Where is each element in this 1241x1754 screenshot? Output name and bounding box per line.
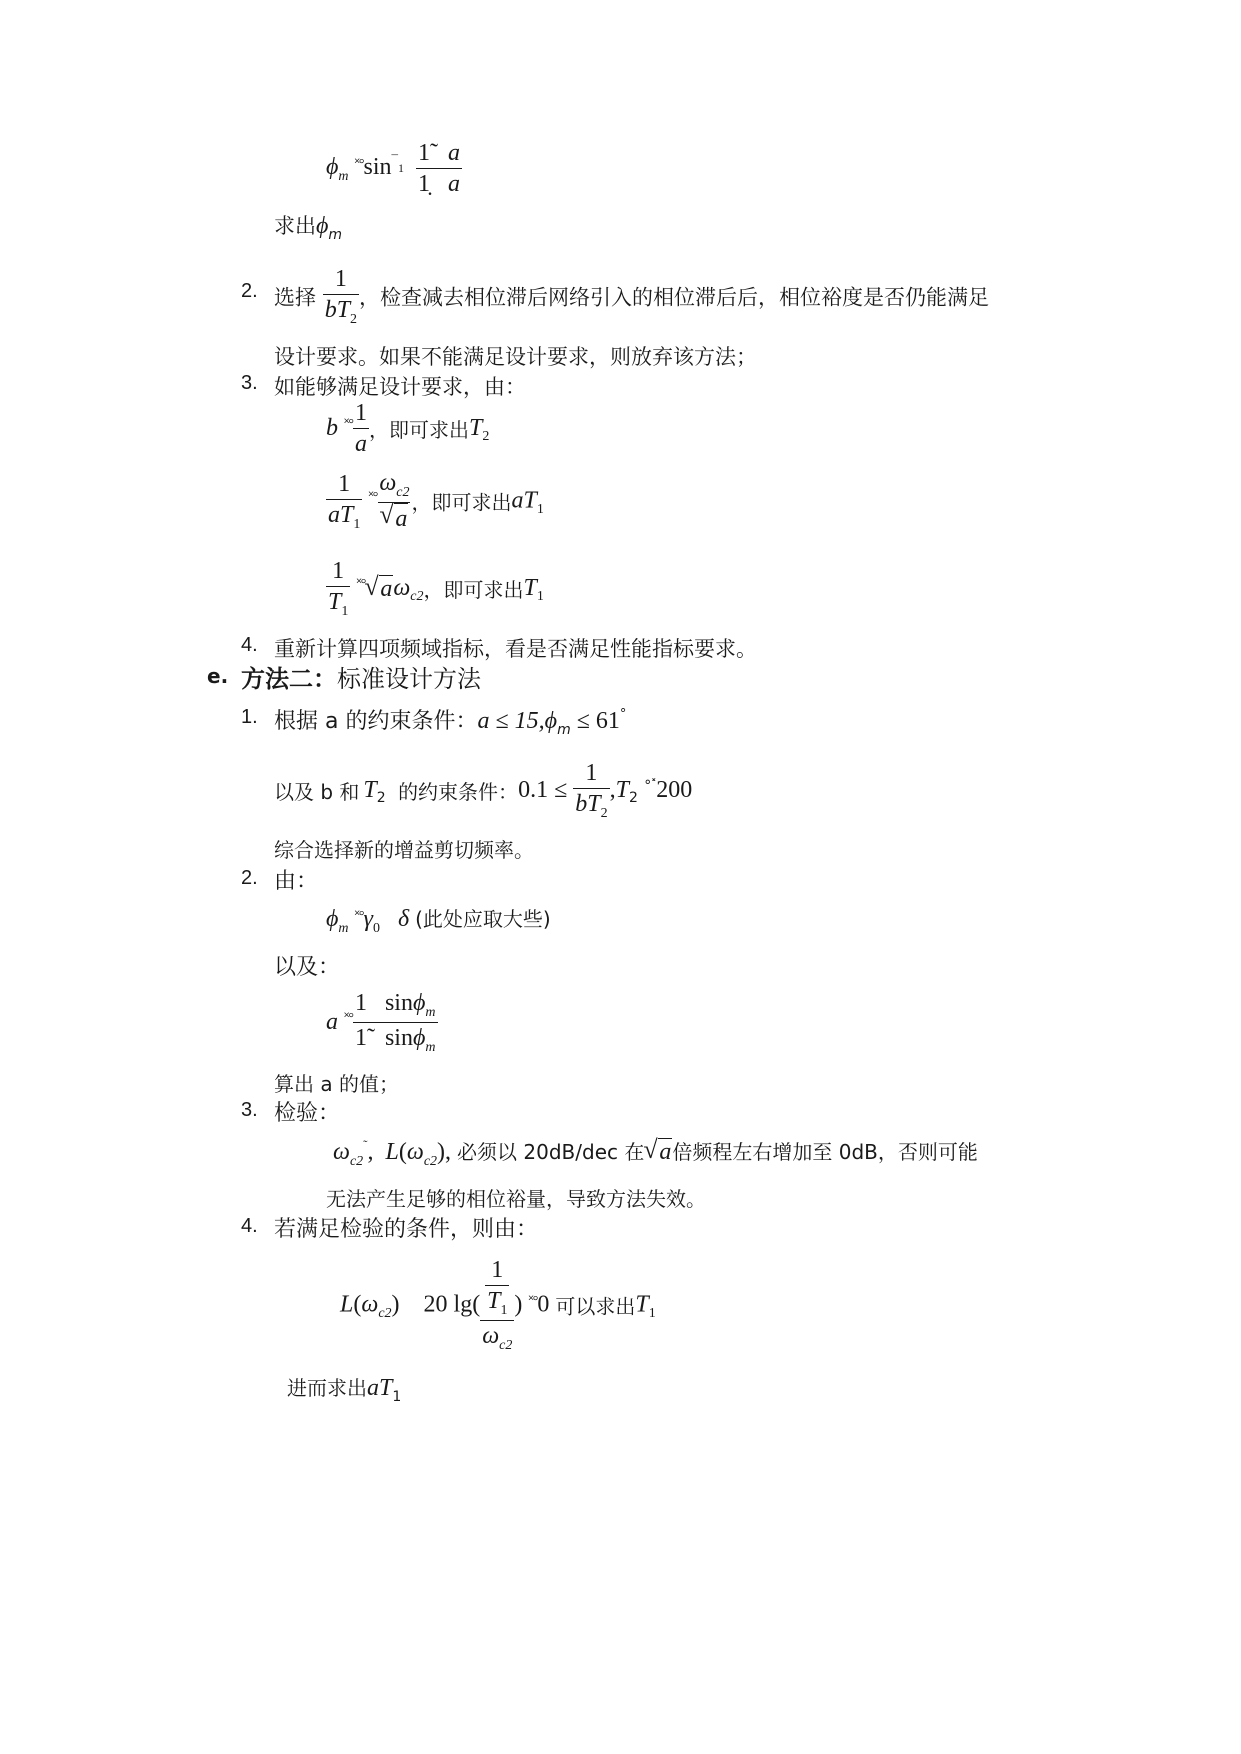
- a-symbol: a: [511, 487, 524, 514]
- item2-line: [274, 264, 989, 329]
- eq-L-text: 可以求出: [555, 1294, 636, 1319]
- omega-subscript: c2: [349, 1154, 364, 1169]
- equals-glyph: ˟°: [356, 577, 366, 593]
- equals-glyph: ˟°: [368, 489, 378, 505]
- phi-subscript: m: [557, 722, 571, 738]
- section-title-rest: 标准设计方法: [337, 665, 481, 693]
- L-symbol: L: [340, 1291, 354, 1318]
- phi-subscript: m: [425, 1005, 436, 1020]
- phi-symbol: ϕ: [326, 906, 339, 932]
- phi-symbol: ϕ: [412, 1025, 426, 1051]
- L-symbol: L: [385, 1139, 399, 1165]
- frac-num-one: 1: [354, 990, 367, 1016]
- phi-equation: $\phi_m$ ˟°sin¯1 $\frac{1̃ a}{1̣ a}$: [326, 140, 461, 197]
- frac-num-sin: sin: [384, 990, 413, 1016]
- m3-text: 检验：: [274, 1101, 341, 1126]
- delta-symbol: δ: [397, 906, 410, 932]
- frac-a: a: [328, 501, 340, 528]
- check-continuation: 无法产生足够的相位裕量，导致方法失效。: [326, 1187, 706, 1211]
- phi-symbol: ϕ: [412, 990, 426, 1016]
- sqrt-a: √ a: [658, 1138, 672, 1166]
- frac-den-sin: sin: [384, 1025, 413, 1051]
- equals-glyph: °˟: [644, 778, 657, 794]
- list-number: 1.: [241, 706, 258, 728]
- item2-continuation: 设计要求。如果不能满足设计要求，则放弃该方法；: [274, 345, 757, 369]
- phi-symbol: ϕ: [316, 213, 329, 239]
- frac-sub: 2: [350, 312, 358, 327]
- frac-num: 1: [334, 266, 347, 292]
- phi-subscript: m: [338, 169, 349, 185]
- frac-den-one: 1̃: [354, 1025, 367, 1051]
- degree-symbol: °: [619, 707, 627, 722]
- eq-b-text: ，即可求出: [368, 418, 469, 442]
- check-text2: 倍频程左右增加至 0dB，否则可能: [672, 1140, 978, 1164]
- delta-note: (此处应取大些): [415, 907, 551, 931]
- frac-T: T: [328, 589, 342, 615]
- frac-sub: 2: [600, 806, 608, 821]
- item3-text: 如能够满足设计要求，由：: [274, 375, 526, 399]
- frac-inner-T: T: [487, 1288, 501, 1314]
- final-line: [287, 1372, 402, 1405]
- comma: ,: [367, 1139, 374, 1165]
- sqrt-a: √ a: [394, 503, 408, 534]
- eq-T1: [326, 556, 544, 621]
- frac-num: 1: [354, 400, 367, 426]
- T-symbol: T: [523, 487, 537, 514]
- phi-subscript: m: [328, 227, 343, 243]
- tilde-glyph: ˜: [363, 1137, 368, 1152]
- yiji-text: 以及：: [274, 955, 341, 980]
- m1b-text2: 的约束条件：: [398, 780, 519, 804]
- comma: ,: [445, 1139, 452, 1165]
- frac-num: 1: [585, 760, 598, 786]
- eq-gamma: [326, 903, 551, 936]
- omega-symbol: ω: [406, 1139, 424, 1165]
- zero: 0: [537, 1291, 550, 1318]
- frac-T: T: [336, 297, 351, 323]
- list-number: 4.: [241, 1215, 258, 1237]
- omega-symbol: ω: [333, 1139, 350, 1165]
- a-symbol: a: [326, 1009, 338, 1035]
- frac-den-a: a: [448, 171, 461, 197]
- frac-sub: 1: [341, 604, 349, 619]
- T-symbol: T: [363, 777, 377, 803]
- T-symbol: T: [379, 1375, 393, 1401]
- final-text: 进而求出: [287, 1376, 367, 1400]
- eq-aT1: [326, 468, 544, 534]
- a-symbol: a: [367, 1375, 379, 1401]
- frac-one-over-aT1: [326, 469, 362, 534]
- frac-one-over-T1: [326, 556, 350, 621]
- omega-symbol: ω: [379, 470, 397, 496]
- item2-pre-text: 选择: [274, 285, 316, 310]
- m1-line: [274, 704, 627, 738]
- T-symbol: T: [635, 1291, 649, 1318]
- T-symbol: T: [523, 575, 537, 601]
- m2-text: 由：: [274, 869, 319, 894]
- m1b-text1: 以及 b 和: [274, 780, 360, 804]
- frac-sub: 1: [353, 516, 361, 532]
- omega-subscript: c2: [423, 1154, 438, 1169]
- frac-inner-num: 1: [491, 1257, 504, 1283]
- omega-subscript: c2: [410, 589, 424, 605]
- frac-a: [353, 988, 438, 1057]
- phi-fraction: [416, 138, 462, 199]
- frac-inner-sub: 1: [500, 1303, 508, 1318]
- eq-a: [326, 988, 438, 1057]
- list-number: 2.: [241, 280, 258, 302]
- m1-text: 根据 a 的约束条件：: [274, 709, 478, 734]
- frac-num-one: 1̃: [418, 140, 431, 166]
- b-symbol: b: [326, 415, 338, 441]
- m1c-text: 综合选择新的增益剪切频率。: [274, 838, 534, 862]
- omega-symbol: ω: [482, 1323, 500, 1349]
- omega-subscript: c2: [499, 1338, 513, 1353]
- list-number: 2.: [241, 867, 258, 889]
- gamma-symbol: γ: [363, 906, 373, 932]
- phi-subscript: m: [338, 921, 349, 936]
- frac-num: 1: [338, 470, 351, 497]
- T-symbol: T: [615, 777, 629, 803]
- sin-text: sin: [363, 154, 392, 181]
- item4-text: 重新计算四项频域指标，看是否满足性能指标要求。: [274, 637, 757, 661]
- frac-inner: [485, 1255, 509, 1320]
- m4-text: 若满足检验的条件，则由：: [274, 1217, 539, 1242]
- T-subscript: 1: [536, 589, 544, 605]
- m1b-lower: 0.1 ≤: [518, 777, 574, 803]
- check-text1: 必须以 20dB/dec 在: [457, 1140, 645, 1164]
- frac-w-over-sqrt-a: [377, 468, 411, 534]
- section-label: e.: [207, 664, 229, 688]
- frac-num-a: a: [448, 140, 461, 166]
- T-subscript: 1: [648, 1305, 656, 1321]
- frac-T: T: [587, 791, 601, 817]
- section-title: [241, 659, 481, 694]
- m1b-line: [274, 758, 692, 823]
- section-title-bold: 方法二：: [241, 665, 337, 693]
- frac-T: T: [340, 501, 354, 528]
- T-symbol: T: [468, 415, 483, 441]
- comma: ,: [609, 777, 616, 803]
- omega-subscript: c2: [378, 1305, 392, 1321]
- frac-num: 1: [332, 558, 345, 584]
- m1-eq-limit: ≤ 61: [570, 708, 620, 734]
- equals-glyph: ˟°: [344, 1011, 353, 1027]
- phi-subscript: m: [425, 1040, 436, 1055]
- list-number: 3.: [241, 1099, 258, 1121]
- calc-text: 算出 a 的值；: [274, 1072, 399, 1096]
- phi-symbol: ϕ: [326, 154, 339, 181]
- frac-one-over-bT2: [573, 758, 609, 823]
- T-subscript: 2: [376, 790, 386, 806]
- frac-one-over-a: [353, 398, 369, 459]
- T-subscript: 2: [482, 429, 490, 445]
- phi-result-text: 求出: [274, 214, 316, 238]
- frac-den-one: 1̣: [418, 171, 431, 197]
- m1b-value: 200: [656, 777, 693, 803]
- equals-glyph: ˟°: [354, 909, 364, 924]
- item2-post-text: ，检查减去相位滞后网络引入的相位滞后后，相位裕度是否仍能满足: [359, 285, 990, 310]
- equals-glyph: ˟°: [354, 157, 364, 173]
- m1-eq-a: a ≤ 15,: [477, 708, 545, 734]
- eq-T1-text: ，即可求出: [423, 578, 524, 602]
- sqrt-a: √ a: [379, 575, 393, 603]
- sin-exponent: 1: [398, 161, 405, 176]
- phi-symbol: ϕ: [544, 708, 558, 734]
- list-number: 3.: [241, 372, 258, 394]
- eq-L: $L(\omega_{c2})$ 20 lg( $\frac{\frac{1}{T_1}}{\omega_{c2}}$ ) ˟°0 可以求出$T_1$: [340, 1257, 656, 1353]
- omega-symbol: ω: [393, 575, 411, 601]
- gamma-subscript: 0: [372, 921, 380, 936]
- T-subscript: 2: [628, 790, 638, 806]
- frac-one-over-bT2: [323, 264, 359, 329]
- equals-glyph: ˟°: [528, 1293, 538, 1309]
- omega-subscript: c2: [396, 485, 410, 500]
- eq-aT1-text: ，即可求出: [411, 490, 512, 515]
- frac-b: b: [575, 791, 588, 817]
- phi-result-line: [274, 210, 343, 243]
- equals-glyph: ˟°: [344, 417, 353, 433]
- eq-b: [326, 398, 489, 459]
- check-line: $\omega_{c2}^˜$, $L(\omega_{c2})$, 必须以 20dB/dec 在√ a倍频程左右增加至 0dB，否则可能: [333, 1136, 978, 1166]
- list-number: 4.: [241, 634, 258, 656]
- frac-den: a: [353, 428, 369, 459]
- frac-b: b: [324, 297, 337, 323]
- lg-text: 20 lg(: [423, 1291, 481, 1318]
- frac-outer: [480, 1255, 514, 1355]
- T-subscript: 1: [536, 501, 544, 517]
- T-subscript: 1: [392, 1389, 402, 1405]
- omega-symbol: ω: [361, 1291, 379, 1318]
